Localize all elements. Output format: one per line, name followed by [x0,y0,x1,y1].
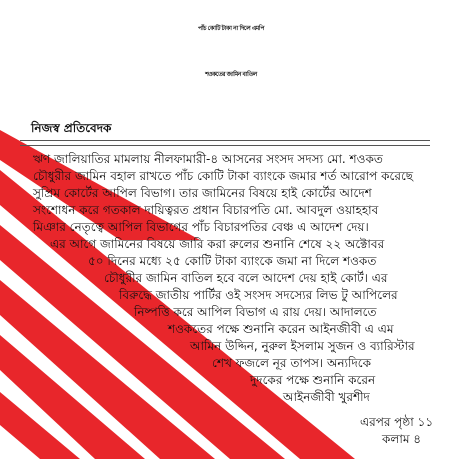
body-line: এর আগে জামিনের বিষয়ে জারি করা রুলের শুনানি শেষে ২২ অক্টোবর [50,237,385,251]
body-line: সংশোধন করে গতকাল দায়িত্বরত প্রধান বিচারপতি মো. আবদুল ওয়াহহাব [33,203,379,217]
byline: নিজস্ব প্রতিবেদক [31,121,112,135]
body-line: ঋণ জালিয়াতির মামলায় নীলফামারী-৪ আসনের সংসদ সদস্য মো. শওকত [33,152,383,166]
body-line: বিরুদ্ধে জাতীয় পার্টির ওই সংসদ সদস্যের লিভ টু আপিলের [119,288,398,302]
body-line: সুপ্রিম কোর্টের আপিল বিভাগ। তার জামিনের বিষয়ে হাই কোর্টের আদেশ [33,186,372,200]
divider-rule [20,145,430,146]
jump-column-line: কলাম ৪ [382,432,422,446]
divider-rule [20,140,430,141]
body-line: মিঞার নেতৃত্বে আপিল বিভাগের পাঁচ বিচারপতির বেঞ্চ এ আদেশ দেয়। [33,220,369,234]
body-line: শওকতের পক্ষে শুনানি করেন আইনজীবী এ এম [168,322,394,336]
body-line: আমিন উদ্দিন, নুরুল ইসলাম সুজন ও ব্যারিস্টার [190,339,415,353]
body-line: আইনজীবী খুরশীদ [283,390,370,404]
jump-page-line: এরপর পৃষ্ঠা ১১ [360,415,434,429]
body-line: দুদকের পক্ষে শুনানি করেন [250,373,376,387]
headline-line-2: শওকতের জামিন বাতিল [205,71,257,78]
headline-line-1: পাঁচ কোটি টাকা না দিলে এমপি [197,25,265,32]
body-line: চৌধুরীর জামিন বাতিল হবে বলে আদেশ দেয় হাই কোর্ট। এর [104,271,388,285]
body-line: চৌধুরীর জামিন বহাল রাখতে পাঁচ কোটি টাকা ব্যাংকে জমার শর্ত আরোপ করেছে [33,169,414,183]
body-line: ৫০ দিনের মধ্যে ২৫ কোটি টাকা ব্যাংকে জমা না দিলে শওকত [88,254,377,268]
body-line: শেখ ফজলে নূর তাপস। অন্যদিকে [212,356,371,370]
body-line: নিষ্পত্তি করে আপিল বিভাগ এ রায় দেয়। আদালতে [134,305,377,319]
